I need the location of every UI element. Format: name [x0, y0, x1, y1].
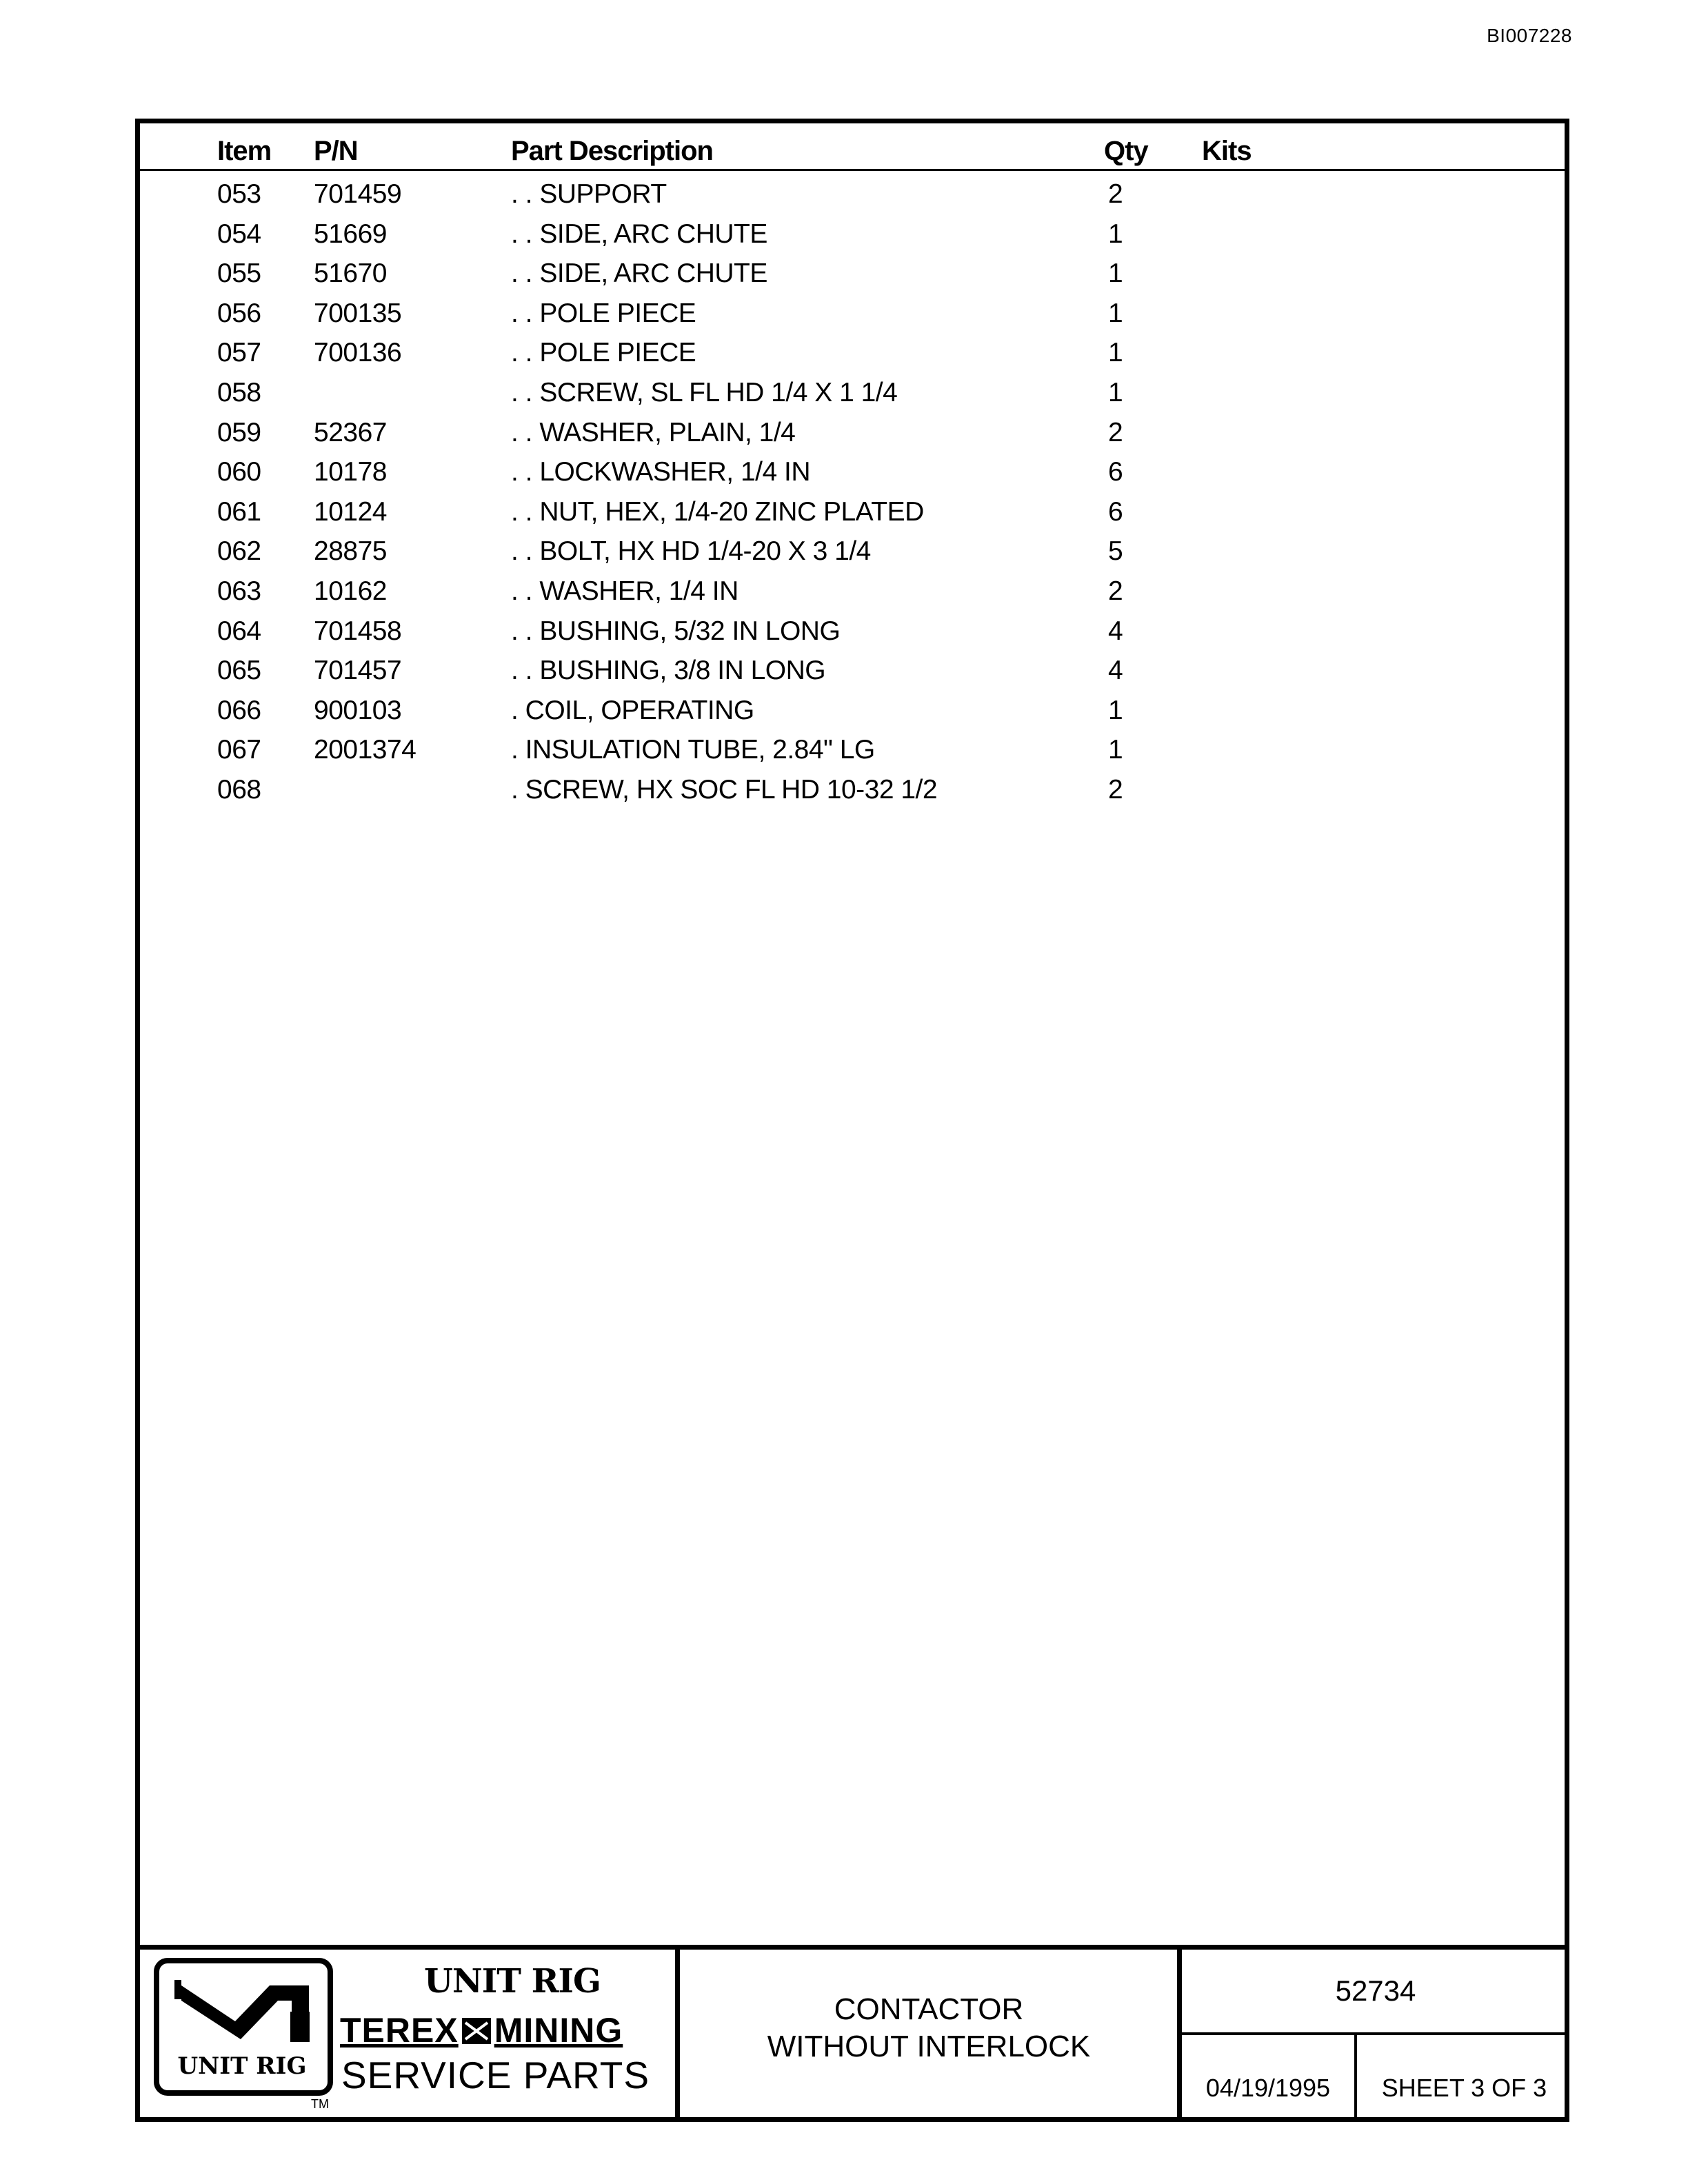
- part-description: . . BUSHING, 3/8 IN LONG: [511, 656, 826, 686]
- quantity: 1: [1108, 219, 1123, 249]
- brand-unit-rig: UNIT RIG: [424, 1962, 601, 2001]
- brand-terex-mining: [340, 2010, 671, 2053]
- quantity: 1: [1108, 695, 1123, 725]
- part-description: . . NUT, HEX, 1/4-20 ZINC PLATED: [511, 496, 924, 527]
- part-number: 701457: [314, 656, 402, 686]
- header-divider: [140, 169, 1565, 171]
- item-number: 061: [217, 496, 261, 527]
- quantity: 1: [1108, 338, 1123, 368]
- quantity: 2: [1108, 179, 1123, 209]
- logo-wordmark: UNIT RIG: [177, 2052, 307, 2080]
- table-row: [140, 770, 1565, 810]
- quantity: 2: [1108, 774, 1123, 805]
- document-id: BI007228: [1487, 25, 1572, 46]
- part-description: . . WASHER, 1/4 IN: [511, 576, 738, 606]
- part-number: 51669: [314, 219, 387, 249]
- revision-date: 04/19/1995: [1205, 2074, 1331, 2102]
- part-description: . . WASHER, PLAIN, 1/4: [511, 417, 796, 447]
- part-number: 701458: [314, 616, 402, 646]
- table-row: [140, 254, 1565, 294]
- table-row: [140, 373, 1565, 413]
- table-row: [140, 413, 1565, 453]
- quantity: 1: [1108, 298, 1123, 328]
- quantity: 1: [1108, 735, 1123, 765]
- table-row: [140, 214, 1565, 254]
- item-number: 066: [217, 695, 261, 725]
- part-number: 900103: [314, 695, 402, 725]
- title-block: [140, 1945, 1565, 2117]
- quantity: 2: [1108, 417, 1123, 447]
- part-description: . . SCREW, SL FL HD 1/4 X 1 1/4: [511, 377, 898, 407]
- part-description: . . SIDE, ARC CHUTE: [511, 219, 767, 249]
- part-description: . . SIDE, ARC CHUTE: [511, 259, 767, 289]
- quantity: 4: [1108, 656, 1123, 686]
- drawing-description: [681, 1991, 1177, 2065]
- sheet-number: SHEET 3 OF 3: [1381, 2074, 1547, 2102]
- title-block-divider: [1182, 2032, 1565, 2035]
- part-description: . . BOLT, HX HD 1/4-20 X 3 1/4: [511, 536, 871, 567]
- part-description: . SCREW, HX SOC FL HD 10-32 1/2: [511, 774, 938, 805]
- quantity: 6: [1108, 496, 1123, 527]
- table-row: [140, 294, 1565, 334]
- header-part-description: Part Description: [511, 136, 713, 166]
- part-description: . . POLE PIECE: [511, 298, 696, 328]
- part-description: . . POLE PIECE: [511, 338, 696, 368]
- item-number: 067: [217, 735, 261, 765]
- item-number: 068: [217, 774, 261, 805]
- brand-service-parts: SERVICE PARTS: [341, 2054, 650, 2096]
- header-quantity: Qty: [1104, 136, 1148, 166]
- quantity: 1: [1108, 259, 1123, 289]
- parts-list-frame: [135, 119, 1569, 2122]
- unit-rig-logo: [154, 1958, 333, 2096]
- part-number: 700136: [314, 338, 402, 368]
- quantity: 5: [1108, 536, 1123, 567]
- description-line-1: CONTACTOR: [834, 1992, 1024, 2026]
- table-row: [140, 174, 1565, 214]
- item-number: 054: [217, 219, 261, 249]
- assembly-part-number: 52734: [1335, 1974, 1416, 2007]
- table-row: [140, 730, 1565, 770]
- part-description: . . SUPPORT: [511, 179, 667, 209]
- brand-mining: MINING: [494, 2011, 623, 2050]
- table-row: [140, 572, 1565, 611]
- part-description: . INSULATION TUBE, 2.84" LG: [511, 735, 875, 765]
- parts-table-body: [140, 174, 1565, 810]
- item-number: 056: [217, 298, 261, 328]
- table-row: [140, 691, 1565, 731]
- title-block-divider: [1177, 1950, 1182, 2117]
- header-part-number: P/N: [314, 136, 358, 166]
- item-number: 065: [217, 656, 261, 686]
- part-number: 700135: [314, 298, 402, 328]
- item-number: 062: [217, 536, 261, 567]
- item-number: 060: [217, 457, 261, 487]
- item-number: 058: [217, 377, 261, 407]
- title-block-divider: [1354, 2032, 1357, 2117]
- part-number: 701459: [314, 179, 402, 209]
- brand-terex: TEREX: [340, 2011, 459, 2050]
- part-number: 51670: [314, 259, 387, 289]
- terex-emblem-icon: [461, 2013, 492, 2053]
- part-number: 10162: [314, 576, 387, 606]
- part-number: 52367: [314, 417, 387, 447]
- table-row: [140, 651, 1565, 691]
- quantity: 6: [1108, 457, 1123, 487]
- item-number: 057: [217, 338, 261, 368]
- quantity: 4: [1108, 616, 1123, 646]
- table-row: [140, 532, 1565, 572]
- item-number: 053: [217, 179, 261, 209]
- item-number: 064: [217, 616, 261, 646]
- table-row: [140, 452, 1565, 492]
- header-item: Item: [217, 136, 272, 166]
- header-kits: Kits: [1202, 136, 1252, 166]
- part-number: 10178: [314, 457, 387, 487]
- part-description: . . BUSHING, 5/32 IN LONG: [511, 616, 841, 646]
- quantity: 2: [1108, 576, 1123, 606]
- item-number: 059: [217, 417, 261, 447]
- description-line-2: WITHOUT INTERLOCK: [767, 2030, 1091, 2063]
- item-number: 055: [217, 259, 261, 289]
- part-description: . . LOCKWASHER, 1/4 IN: [511, 457, 810, 487]
- table-row: [140, 492, 1565, 532]
- part-number: 10124: [314, 496, 387, 527]
- item-number: 063: [217, 576, 261, 606]
- table-row: [140, 611, 1565, 651]
- part-number: 28875: [314, 536, 387, 567]
- quantity: 1: [1108, 377, 1123, 407]
- part-description: . COIL, OPERATING: [511, 695, 754, 725]
- part-number: 2001374: [314, 735, 416, 765]
- trademark-symbol: TM: [311, 2097, 329, 2111]
- table-row: [140, 333, 1565, 373]
